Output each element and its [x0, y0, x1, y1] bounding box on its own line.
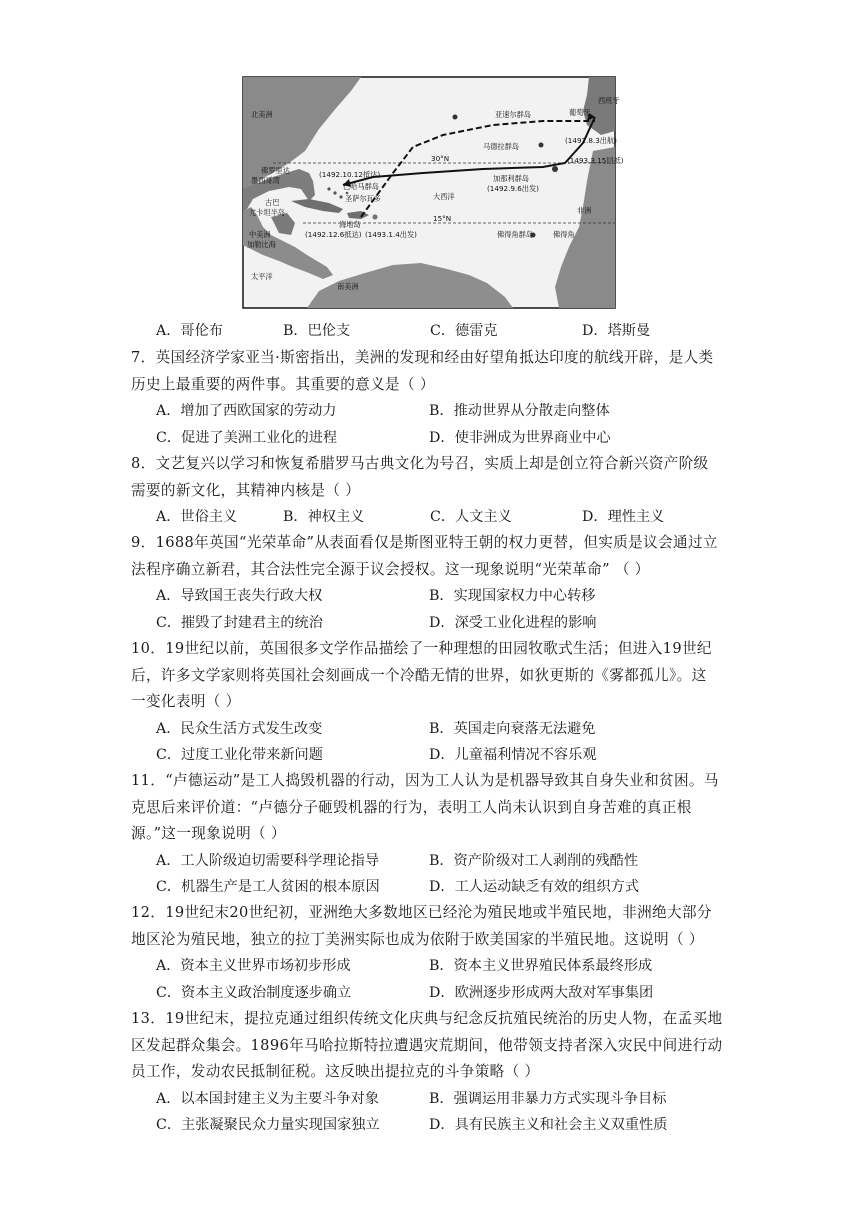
label-cuba: 古巴: [265, 198, 280, 207]
q10-option-c[interactable]: C．过度工业化带来新问题: [156, 747, 323, 764]
q9-option-c[interactable]: C．摧毁了封建君主的统治: [156, 614, 323, 631]
q7-option-a[interactable]: A．增加了西欧国家的劳动力: [156, 403, 337, 420]
question-11: [131, 768, 731, 901]
q9-options-row1: [131, 583, 731, 610]
q13-option-b[interactable]: B．强调运用非暴力方式实现斗争目标: [429, 1090, 667, 1107]
q10-option-b[interactable]: B．英国走向衰落无法避免: [429, 720, 596, 737]
q13-stem-line2: 区发起群众集会。1896年马哈拉斯特拉遭遇灾荒期间，他带领支持者深入灾民中间进行动: [131, 1036, 723, 1054]
label-cape-verde-cape: 佛得角: [553, 230, 575, 239]
q9-stem-line1: 9．1688年英国“光荣革命”从表面看仅是斯图亚特王朝的权力更替，但实质是议会通过立: [131, 534, 718, 551]
q7-option-b[interactable]: B．推动世界从分散走向整体: [429, 403, 610, 420]
q9-option-b[interactable]: B．实现国家权力中心转移: [429, 588, 596, 605]
q12-options-row2: [131, 980, 731, 1007]
label-san-salvador: 圣萨尔瓦多: [345, 194, 381, 203]
question-12: [131, 900, 731, 1006]
label-spain: 西班牙: [598, 96, 620, 105]
label-arrive2: (1492.12.6抵达): [305, 230, 362, 239]
label-haiti: 海地岛: [339, 220, 361, 229]
q11-stem-line1: 11．“卢德运动”是工人捣毁机器的行动，因为工人认为是机器导致其自身失业和贫困。马: [131, 772, 719, 789]
columbus-voyage-map: [243, 77, 624, 308]
question-9: [131, 530, 731, 636]
q12-options-row1: [131, 953, 731, 980]
q11-option-d[interactable]: D．工人运动缺乏有效的组织方式: [429, 879, 640, 896]
q10-stem-line1: 10．19世纪以前，英国很多文学作品描绘了一种理想的田园牧歌式生活；但进入19世纪: [131, 640, 712, 657]
label-depart-palos: (1492.8.3出航): [565, 136, 617, 145]
q10-stem-line2: 后，许多文学家则将英国社会刻画成一个冷酷无情的世界，如狄更斯的《雾都孤儿》。这: [131, 666, 707, 684]
q13-options-row1: [131, 1086, 731, 1113]
label-depart-canary: (1492.9.6出发): [487, 184, 539, 193]
q6-option-b[interactable]: B．巴伦支: [283, 323, 351, 339]
label-azores: 亚速尔群岛: [495, 110, 531, 119]
q7-options-row2: [131, 425, 731, 452]
label-canary: 加那利群岛: [493, 174, 529, 183]
q11-options-row1: [131, 848, 731, 875]
label-africa: 非洲: [577, 206, 592, 215]
question-8: [131, 451, 731, 531]
label-caribbean: 加勒比海: [247, 240, 276, 249]
q11-option-b[interactable]: B．资产阶级对工人剥削的残酷性: [429, 852, 639, 869]
q13-stem-line3: 员工作，发动农民抵制征税。这反映出提拉克的斗争策略（ ）: [131, 1063, 540, 1081]
q13-stem-line1: 13．19世纪末，提拉克通过组织传统文化庆典与纪念反抗殖民统治的历史人物，在孟买地: [131, 1010, 723, 1027]
q11-stem-line3: 源。”这一现象说明（ ）: [131, 825, 286, 843]
label-arrive1: (1492.10.12抵达): [319, 170, 381, 179]
q10-option-a[interactable]: A．民众生活方式发生改变: [156, 720, 323, 737]
q10-options-row1: [131, 716, 731, 743]
q8-option-b[interactable]: B．神权主义: [283, 509, 365, 526]
q9-option-a[interactable]: A．导致国王丧失行政大权: [156, 588, 323, 605]
label-bahamas: 巴哈马群岛: [343, 182, 379, 191]
q12-option-c[interactable]: C．资本主义政治制度逐步确立: [156, 984, 352, 1001]
label-return-date: (1493.3.15回抵): [567, 156, 624, 165]
q13-option-c[interactable]: C．主张凝聚民众力量实现国家独立: [156, 1117, 380, 1134]
q9-options-row2: [131, 610, 731, 637]
q13-option-d[interactable]: D．具有民族主义和社会主义双重性质: [429, 1117, 668, 1134]
q8-options-row: [131, 504, 731, 531]
q11-option-c[interactable]: C．机器生产是工人贫困的根本原因: [156, 879, 380, 896]
q13-options-row2: [131, 1112, 731, 1139]
label-depart2: (1493.1.4出发): [365, 230, 417, 239]
label-yucatan: 尤卡坦半岛: [249, 208, 285, 217]
q10-option-d[interactable]: D．儿童福利情况不容乐观: [429, 747, 597, 764]
q11-option-a[interactable]: A．工人阶级迫切需要科学理论指导: [156, 852, 380, 869]
label-portugal: 葡萄牙: [569, 108, 591, 117]
q9-option-d[interactable]: D．深受工业化进程的影响: [429, 614, 597, 631]
q7-options-row1: [131, 398, 731, 425]
q7-stem-line1: 7．英国经济学家亚当·斯密指出，美洲的发现和经由好望角抵达印度的航线开辟，是人类: [131, 349, 714, 366]
q7-stem-line2: 历史上最重要的两件事。其重要的意义是（ ）: [131, 375, 435, 393]
q9-stem-line2: 法程序确立新君，其合法性完全源于议会授权。这一现象说明“光荣革命” （ ）: [131, 560, 650, 578]
label-north-america: 北美洲: [251, 110, 273, 119]
label-south-america: 南美洲: [337, 282, 359, 291]
q6-option-d[interactable]: D．塔斯曼: [582, 323, 651, 339]
label-central-america: 中美洲: [249, 230, 271, 239]
question-10: [131, 636, 731, 769]
q6-option-c[interactable]: C．德雷克: [430, 323, 498, 339]
q8-option-a[interactable]: A．世俗主义: [156, 509, 238, 526]
q7-option-c[interactable]: C．促进了美洲工业化的进程: [156, 429, 338, 446]
question-13: [131, 1006, 731, 1139]
question-7: [131, 345, 731, 451]
q12-option-d[interactable]: D．欧洲逐步形成两大敌对军事集团: [429, 984, 654, 1001]
q7-option-d[interactable]: D．使非洲成为世界商业中心: [429, 429, 611, 446]
q12-option-b[interactable]: B．资本主义世界殖民体系最终形成: [429, 958, 653, 975]
label-madeira: 马德拉群岛: [483, 142, 519, 151]
q6-options: [0, 320, 860, 342]
label-lat30: 30°N: [431, 154, 450, 163]
label-lat15: 15°N: [433, 214, 452, 223]
q8-stem-line1: 8．文艺复兴以学习和恢复希腊罗马古典文化为号召，实质上却是创立符合新兴资产阶级: [131, 455, 709, 472]
q10-stem-line3: 一变化表明（ ）: [131, 693, 241, 711]
q13-option-a[interactable]: A．以本国封建主义为主要斗争对象: [156, 1090, 380, 1107]
label-cape-verde: 佛得角群岛: [497, 230, 533, 239]
q11-stem-line2: 克思后来评价道：“卢德分子砸毁机器的行为，表明工人尚未认识到自身苦难的真正根: [131, 798, 692, 816]
q12-stem-line1: 12．19世纪末20世纪初，亚洲绝大多数地区已经沦为殖民地或半殖民地，非洲绝大部分: [131, 904, 712, 921]
label-mexico-gulf: 墨西哥湾: [251, 176, 280, 185]
q10-options-row2: [131, 742, 731, 769]
q8-option-d[interactable]: D．理性主义: [582, 509, 665, 526]
q11-options-row2: [131, 874, 731, 901]
q12-stem-line2: 地区沦为殖民地，独立的拉丁美洲实际也成为依附于欧美国家的半殖民地。这说明（ ）: [131, 930, 704, 948]
q6-option-a[interactable]: A．哥伦布: [156, 323, 223, 339]
q12-option-a[interactable]: A．资本主义世界市场初步形成: [156, 958, 351, 975]
q8-stem-line2: 需要的新文化，其精神内核是（ ）: [131, 481, 361, 499]
label-pacific: 太平洋: [251, 272, 273, 281]
label-atlantic: 大西洋: [433, 192, 455, 201]
label-florida: 佛罗里达: [261, 166, 290, 175]
q8-option-c[interactable]: C．人文主义: [430, 509, 512, 526]
